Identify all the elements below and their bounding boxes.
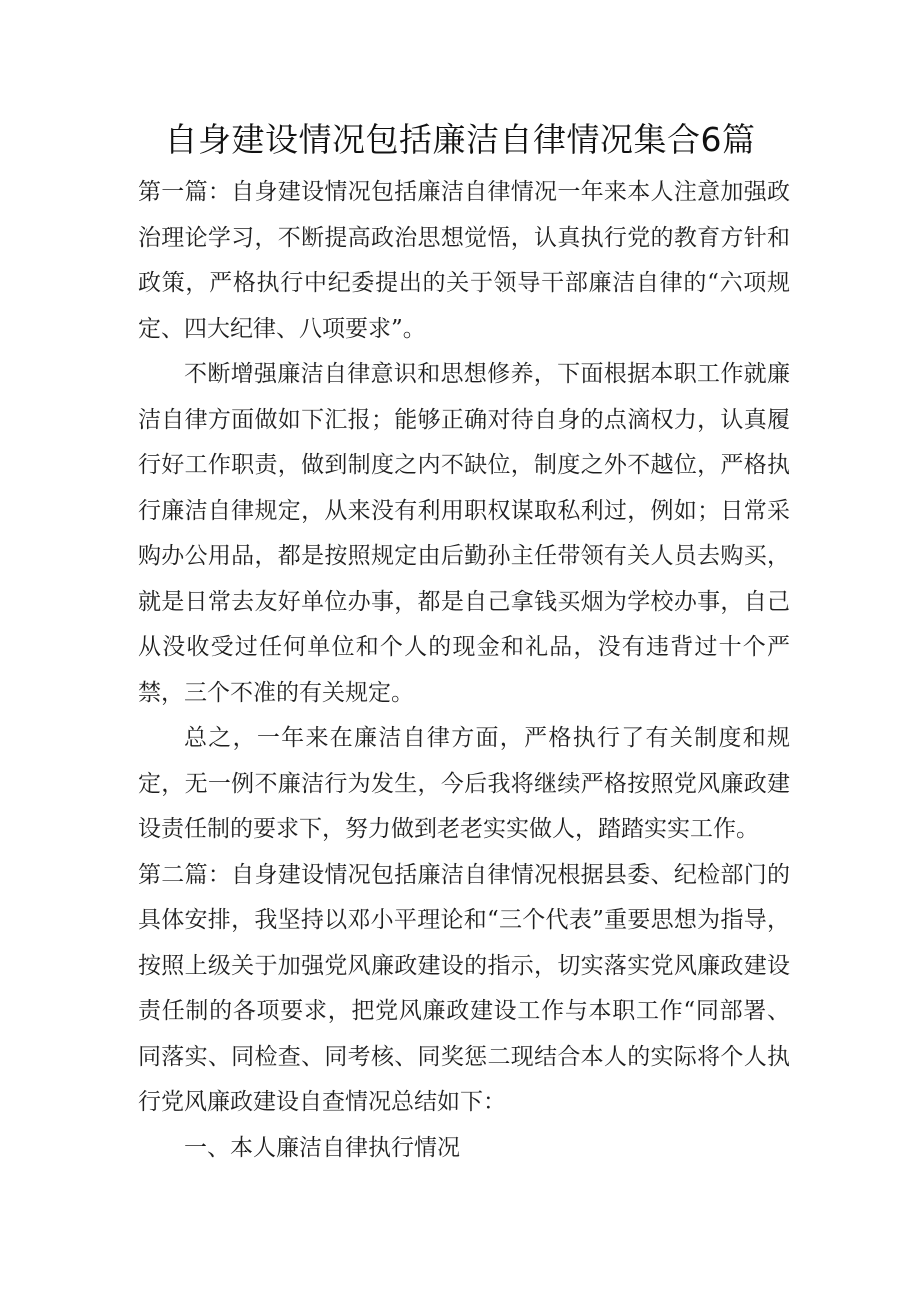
paragraph-2: 不断增强廉洁自律意识和思想修养，下面根据本职工作就廉洁自律方面做如下汇报；能够正确对待自身的点滴权力，认真履行好工作职责，做到制度之内不缺位，制度之外不越位，严格执行廉洁自律规定，从来没有利用职权谋取私利过，例如；日常采购办公用品，都是按照规定由后勤孙主任带领有关人员去购买，就是日常去友好单位办事，都是自己拿钱买烟为学校办事，自己从没收受过任何单位和个人的现金和礼品，没有违背过十个严禁，三个不准的有关规定。 <box>138 361 790 706</box>
document-title: 自身建设情况包括廉洁自律情况集合6篇 <box>164 120 756 159</box>
section-heading: 一、本人廉洁自律执行情况 <box>184 1134 460 1161</box>
paragraph-1: 第一篇：自身建设情况包括廉洁自律情况一年来本人注意加强政治理论学习，不断提高政治思想觉悟，认真执行党的教育方针和政策，严格执行中纪委提出的关于领导干部廉洁自律的“六项规定、四大纪律、八项要求”。 <box>138 179 790 342</box>
paragraph-4: 第二篇：自身建设情况包括廉洁自律情况根据县委、纪检部门的具体安排，我坚持以邓小平理论和“三个代表”重要思想为指导，按照上级关于加强党风廉政建设的指示，切实落实党风廉政建设责任制的各项要求，把党风廉政建设工作与本职工作“同部署、同落实、同检查、同考核、同奖惩二现结合本人的实际将个人执行党风廉政建设自查情况总结如下： <box>138 861 790 1115</box>
paragraph-3: 总之，一年来在廉洁自律方面，严格执行了有关制度和规定，无一例不廉洁行为发生，今后我将继续严格按照党风廉政建设责任制的要求下，努力做到老老实实做人，踏踏实实工作。 <box>138 725 790 842</box>
